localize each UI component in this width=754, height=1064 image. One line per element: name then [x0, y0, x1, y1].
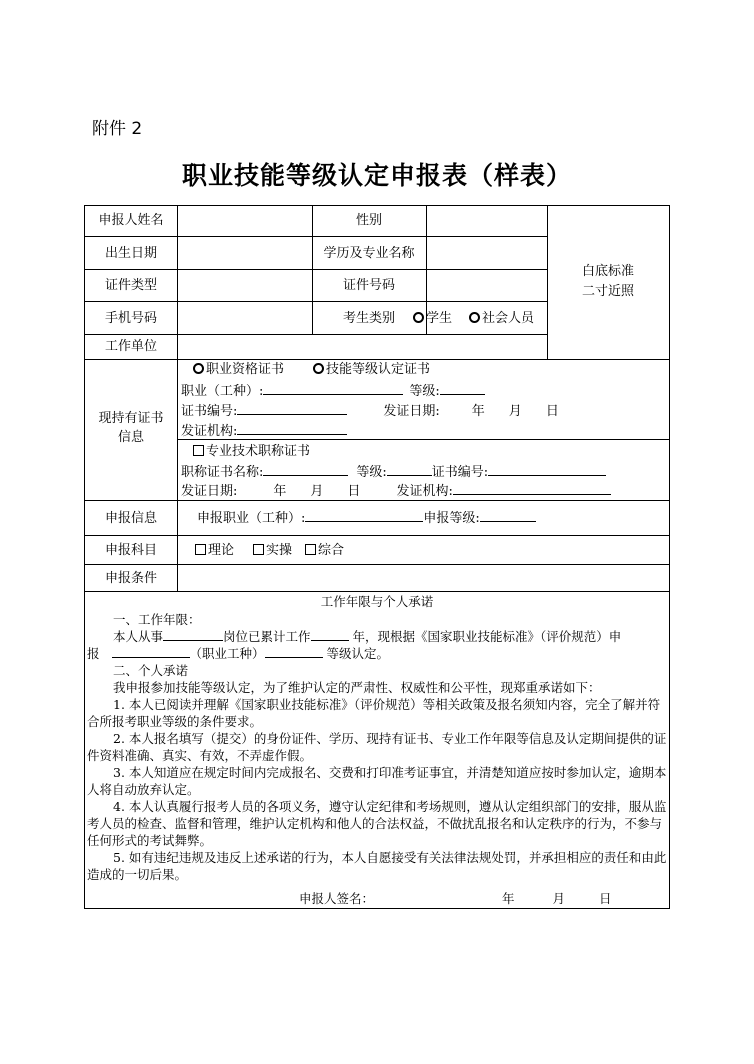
row-divider: [85, 334, 547, 335]
name-label: 申报人姓名: [98, 213, 164, 228]
signature-line: 申报人签名： 年 月 日: [299, 891, 612, 906]
commitment-subheading: 二、个人承诺: [113, 663, 189, 678]
row-divider: [85, 269, 547, 270]
level-blank[interactable]: [440, 382, 485, 395]
commitment-item: 2. 本人报名填写（提交）的身份证件、学历、现持有证书、专业工作年限等信息及认定期间提供的证件资料准确、真实、有效，不弄虚作假。: [87, 731, 667, 763]
title-name-blank[interactable]: [263, 463, 348, 476]
attachment-label: 附件 2: [92, 119, 143, 139]
checkbox-icon: [193, 445, 204, 456]
gender-label: 性别: [355, 213, 382, 228]
commitment-item: 5. 如有违纪违规及违反上述承诺的行为，本人自愿接受有关法律法规处罚，并承担相应的责任和由此造成的一切后果。: [87, 850, 667, 882]
application-form: [84, 205, 670, 909]
commitment-item: 3. 本人知道应在规定时间内完成报名、交费和打印准考证事宜，并清楚知道应按时参加认定，逾期本人将自动放弃认定。: [87, 765, 667, 797]
cert-option-skill[interactable]: 技能等级认定证书: [313, 362, 430, 378]
title-cert-line: 职称证书名称: 等级: 证书编号:: [181, 463, 606, 481]
col-divider: [177, 206, 178, 591]
subject-option-combined[interactable]: 综合: [305, 543, 344, 559]
candidate-option-student[interactable]: 学生: [413, 311, 452, 327]
subject-option-practice[interactable]: 实操: [253, 543, 292, 559]
work-years-line2: 报 （职业工种） 等级认定。: [87, 646, 390, 661]
title-issuer-blank[interactable]: [453, 482, 611, 495]
radio-icon: [469, 312, 480, 323]
birth-label: 出生日期: [104, 246, 157, 261]
employer-label: 工作单位: [104, 339, 157, 354]
photo-placeholder-line1: 白底标准: [581, 264, 634, 279]
commitment-body: [87, 611, 667, 883]
row-divider: [85, 535, 669, 536]
radio-icon: [193, 363, 204, 374]
row-divider: [85, 500, 669, 501]
checkbox-icon: [195, 544, 206, 555]
grade-blank[interactable]: [265, 645, 323, 658]
apply-level-blank[interactable]: [480, 509, 536, 522]
cert-issuer-line: 发证机构:: [181, 422, 347, 440]
candidate-type-label: 考生类别: [342, 311, 395, 326]
education-label: 学历及专业名称: [323, 246, 415, 261]
row-divider: [85, 301, 547, 302]
row-divider: [85, 236, 547, 237]
issuer-blank[interactable]: [237, 422, 347, 435]
subjects-label: 申报科目: [104, 543, 157, 558]
work-years-line1: 本人从事 岗位已累计工作 年，现根据《国家职业技能标准》（评价规范）申: [113, 629, 622, 644]
cert-option-title[interactable]: 专业技术职称证书: [193, 444, 310, 460]
row-divider: [85, 564, 669, 565]
subject-option-theory[interactable]: 理论: [195, 543, 234, 559]
checkbox-icon: [253, 544, 264, 555]
row-divider: [85, 359, 669, 360]
commitment-item: 1. 本人已阅读并理解《国家职业技能标准》（评价规范）等相关政策及报名须知内容，完全了解并符合所报考职业等级的条件要求。: [87, 697, 661, 729]
cert-number-line: 证书编号: 发证日期: 年 月 日: [181, 404, 559, 419]
radio-icon: [413, 312, 424, 323]
photo-placeholder-line2: 二寸近照: [581, 284, 634, 299]
conditions-label: 申报条件: [104, 571, 157, 586]
page-title: 职业技能等级认定申报表（样表）: [181, 161, 572, 190]
cert-option-qualification[interactable]: 职业资格证书: [193, 362, 284, 378]
application-label: 申报信息: [104, 511, 157, 526]
commitment-item: 4. 本人认真履行报考人员的各项义务，遵守认定纪律和考场规则，遵从认定组织部门的安排，服从监考人员的检查、监督和管理，维护认定机构和他人的合法权益，不做扰乱报名和认定秩序的行为，不参与任何形式的考试舞弊。: [87, 799, 667, 848]
checkbox-icon: [305, 544, 316, 555]
cert-section-label-2: 信息: [117, 430, 144, 445]
id-type-label: 证件类型: [104, 278, 157, 293]
commitment-intro: 我申报参加技能等级认定，为了维护认定的严肃性、权威性和公平性，现郑重承诺如下：: [113, 680, 601, 695]
row-divider: [85, 591, 669, 592]
radio-icon: [313, 363, 324, 374]
occupation-blank[interactable]: [263, 382, 403, 395]
post-blank[interactable]: [163, 628, 223, 641]
years-blank[interactable]: [311, 628, 349, 641]
cert-section-label: 现持有证书: [98, 411, 164, 426]
cert-occupation-line: 职业（工种）: 等级:: [181, 382, 485, 400]
work-years-heading: 一、工作年限：: [113, 612, 201, 627]
commitment-heading: 工作年限与个人承诺: [320, 594, 434, 609]
cert-number-blank[interactable]: [237, 402, 347, 415]
id-number-label: 证件号码: [342, 278, 395, 293]
candidate-option-public[interactable]: 社会人员: [469, 311, 534, 327]
col-divider: [547, 206, 548, 359]
phone-label: 手机号码: [104, 311, 157, 326]
application-line: 申报职业（工种）: 申报等级:: [197, 509, 536, 527]
occupation-type-blank[interactable]: [112, 645, 190, 658]
apply-occupation-blank[interactable]: [305, 509, 423, 522]
title-cert-number-blank[interactable]: [488, 463, 606, 476]
title-level-blank[interactable]: [387, 463, 432, 476]
title-date-line: 发证日期: 年 月 日 发证机构:: [181, 482, 611, 500]
